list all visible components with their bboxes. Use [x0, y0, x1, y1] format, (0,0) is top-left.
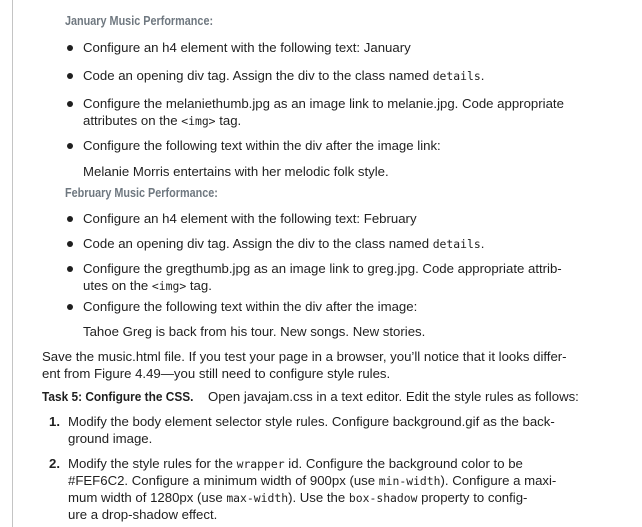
text-span: utes on the [83, 278, 152, 293]
step-2-line-3 [68, 489, 527, 507]
code-span: <img> [181, 114, 216, 128]
january-item-3-line-1: Configure the melaniethumb.jpg as an image link to melanie.jpg. Code appropriate [83, 96, 564, 111]
text-span: id. Configure the background color to be [284, 456, 523, 471]
bullet-icon [67, 304, 73, 310]
step-1-line-2: ground image. [68, 431, 153, 446]
bullet-icon [67, 241, 73, 247]
text-span: attributes on the [83, 113, 182, 128]
step-1-line-1: Modify the body element selector style rules. Configure background.gif as the back- [68, 414, 555, 429]
bullet-icon [67, 73, 73, 79]
code-span: max-width [226, 491, 289, 505]
bullet-icon [67, 266, 73, 272]
january-item-3-line-2 [83, 112, 241, 130]
code-span: wrapper [236, 457, 285, 471]
text-span: mum width of 1280px (use [68, 490, 227, 505]
text-span: tag. [186, 278, 212, 293]
task5-paragraph [42, 388, 579, 406]
step-1-number: 1. [49, 414, 60, 429]
step-2-line-1 [68, 455, 523, 473]
bullet-icon [67, 45, 73, 51]
code-span: box-shadow [348, 491, 418, 505]
february-item-4: Configure the following text within the div after the image: [83, 299, 418, 314]
step-2-line-2 [68, 472, 556, 490]
january-quote: Melanie Morris entertains with her melodic folk style. [83, 164, 389, 179]
january-heading: January Music Performance: [65, 14, 214, 28]
february-item-3-line-1: Configure the gregthumb.jpg as an image link to greg.jpg. Code appropriate attrib- [83, 261, 562, 276]
step-2-line-4: ure a drop-shadow effect. [68, 507, 218, 522]
bullet-icon [67, 143, 73, 149]
bullet-icon [67, 101, 73, 107]
january-item-2 [83, 67, 484, 85]
task5-text: Open javajam.css in a text editor. Edit the style rules as follows: [204, 389, 579, 404]
text-span: Code an opening div tag. Assign the div to the class named [83, 68, 433, 83]
text-span: Modify the style rules for the [68, 456, 237, 471]
text-span: . [480, 236, 485, 251]
text-span: ). Configure a maxi- [440, 473, 557, 488]
code-span: min-width [378, 474, 441, 488]
step-2-number: 2. [49, 456, 60, 471]
january-item-4: Configure the following text within the div after the image link: [83, 138, 441, 153]
code-span: details [432, 237, 481, 251]
text-span: . [480, 68, 485, 83]
save-paragraph-line-1: Save the music.html file. If you test your page in a browser, you’ll notice that it looks differ- [42, 349, 567, 364]
text-span: property to config- [417, 490, 528, 505]
february-item-3-line-2 [83, 277, 212, 295]
task5-label: Task 5: Configure the CSS. [42, 389, 194, 404]
january-item-1: Configure an h4 element with the following text: January [83, 40, 411, 55]
text-span: ). Use the [288, 490, 349, 505]
text-span: Code an opening div tag. Assign the div to the class named [83, 236, 433, 251]
code-span: details [432, 69, 481, 83]
february-heading: February Music Performance: [65, 186, 218, 200]
february-item-1: Configure an h4 element with the following text: February [83, 211, 417, 226]
code-span: <img> [151, 279, 187, 293]
text-span: #FEF6C2. Configure a minimum width of 900px (use [68, 473, 379, 488]
save-paragraph-line-2: ent from Figure 4.49—you still need to configure style rules. [42, 366, 391, 381]
february-item-2 [83, 235, 484, 253]
bullet-icon [67, 216, 73, 222]
february-quote: Tahoe Greg is back from his tour. New songs. New stories. [83, 324, 426, 339]
text-span: tag. [215, 113, 242, 128]
